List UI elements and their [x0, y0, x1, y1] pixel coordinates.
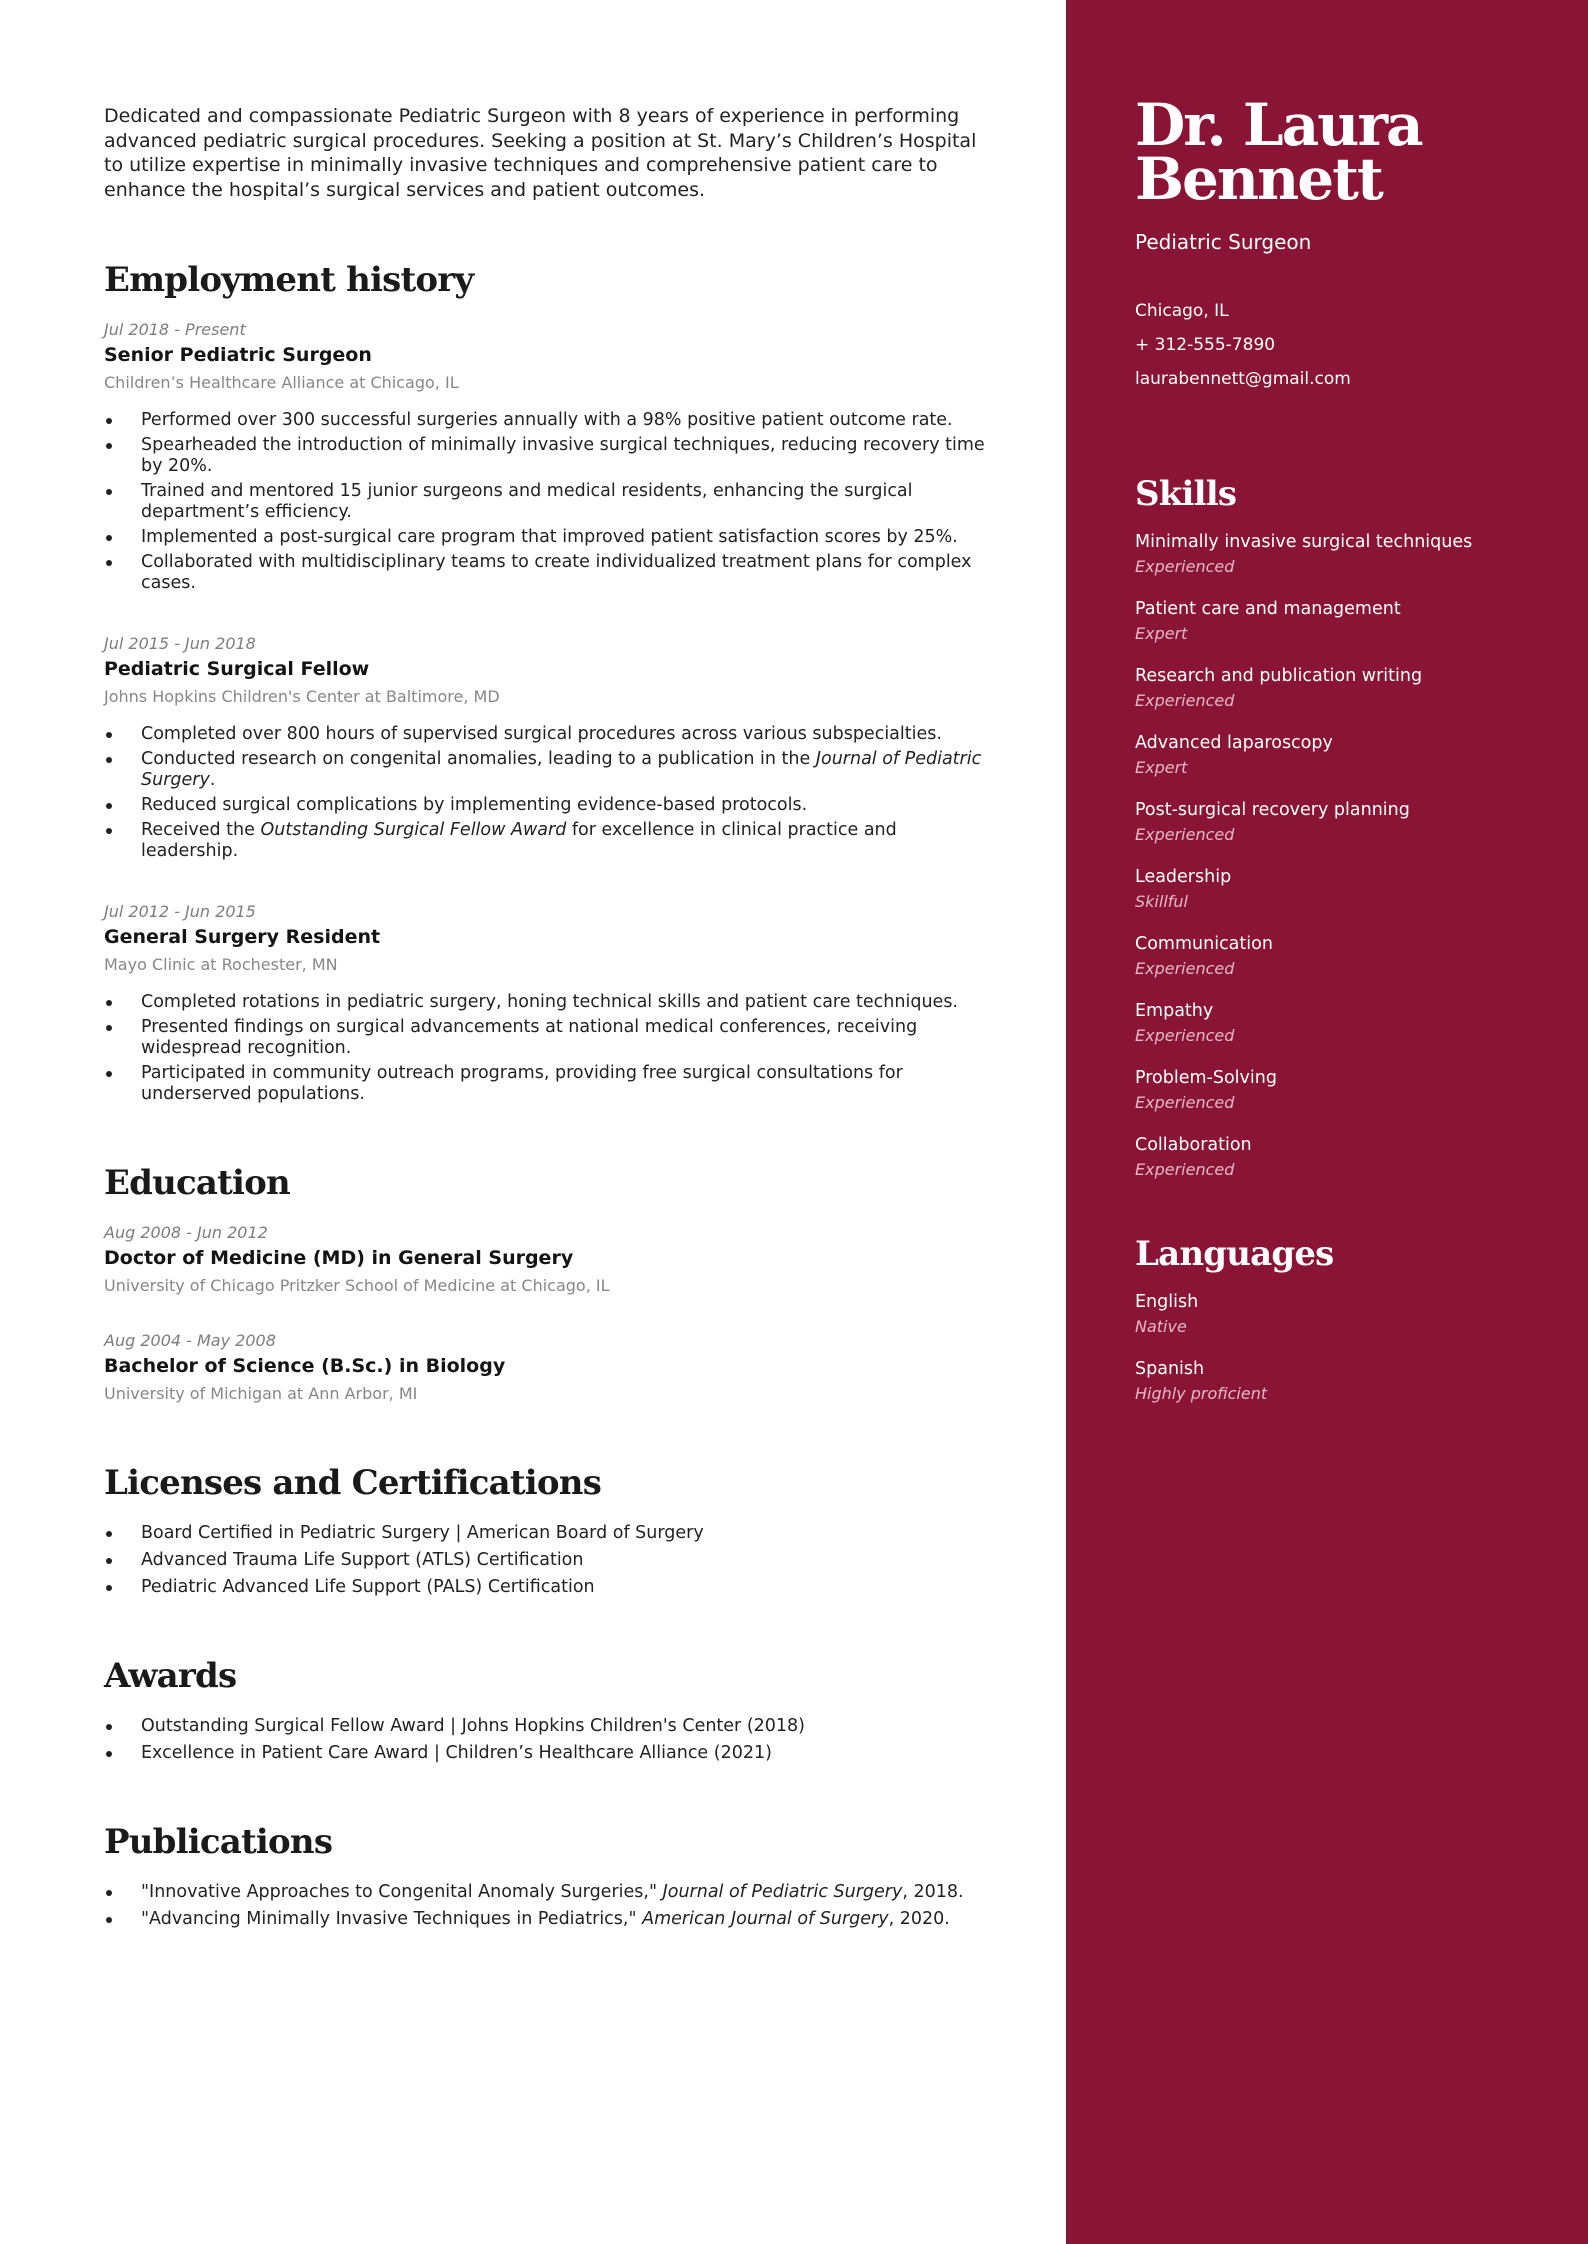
skill-item	[1135, 999, 1548, 1048]
licenses-heading: Licenses and Certifications	[104, 1463, 602, 1503]
language-item	[1135, 1290, 1548, 1339]
contact-info	[1135, 294, 1548, 396]
list-item: Completed rotations in pediatric surgery, honing technical skills and patient care techniques.	[104, 992, 996, 1013]
language-item	[1135, 1357, 1548, 1406]
skill-level: Experienced	[1135, 825, 1235, 844]
email-text: laurabennett@gmail.com	[1135, 369, 1351, 389]
skill-level: Experienced	[1135, 1160, 1235, 1179]
job-bullets	[104, 410, 996, 594]
skills-heading: Skills	[1135, 474, 1237, 514]
publications-list	[104, 1882, 996, 1930]
job-date: Jul 2015 - Jun 2018	[104, 634, 256, 653]
awards-list	[104, 1716, 996, 1764]
education-entry	[104, 1331, 996, 1405]
skill-item	[1135, 932, 1548, 981]
education-list	[104, 1223, 996, 1405]
skill-name: Empathy	[1135, 1001, 1214, 1021]
candidate-name	[1135, 91, 1548, 213]
job-title: General Surgery Resident	[104, 926, 381, 948]
list-item: Trained and mentored 15 junior surgeons and medical residents, enhancing the surgical department’s efficiency.	[104, 481, 996, 523]
skill-name: Collaboration	[1135, 1135, 1252, 1155]
skill-item	[1135, 865, 1548, 914]
skill-item	[1135, 530, 1548, 579]
skill-level: Expert	[1135, 624, 1188, 643]
education-date: Aug 2004 - May 2008	[104, 1331, 276, 1350]
awards-section	[104, 1656, 996, 1764]
employment-list	[104, 320, 996, 1105]
skill-name: Problem-Solving	[1135, 1068, 1277, 1088]
skill-name: Communication	[1135, 934, 1273, 954]
awards-heading: Awards	[104, 1656, 237, 1696]
school-name: University of Chicago Pritzker School of Medicine at Chicago, IL	[104, 1276, 610, 1295]
skill-item	[1135, 798, 1548, 847]
list-item: Reduced surgical complications by implementing evidence-based protocols.	[104, 795, 996, 816]
education-heading: Education	[104, 1163, 290, 1203]
name-line-1: Dr. Laura	[1135, 91, 1422, 159]
school-name: University of Michigan at Ann Arbor, MI	[104, 1384, 418, 1403]
language-name: English	[1135, 1292, 1199, 1312]
list-item: Advanced Trauma Life Support (ATLS) Certification	[104, 1550, 996, 1571]
job-title: Senior Pediatric Surgeon	[104, 344, 372, 366]
list-item: Implemented a post-surgical care program that improved patient satisfaction scores by 25%.	[104, 527, 996, 548]
job-entry	[104, 320, 996, 594]
list-item: Excellence in Patient Care Award | Children’s Healthcare Alliance (2021)	[104, 1743, 996, 1764]
italic-title: Outstanding Surgical Fellow Award	[260, 820, 567, 840]
language-name: Spanish	[1135, 1359, 1205, 1379]
skill-item	[1135, 664, 1548, 713]
languages-list	[1135, 1290, 1548, 1406]
skill-name: Leadership	[1135, 867, 1232, 887]
job-entry	[104, 634, 996, 862]
licenses-section	[104, 1463, 996, 1598]
language-level: Highly proficient	[1135, 1384, 1268, 1403]
education-entry	[104, 1223, 996, 1297]
skill-level: Experienced	[1135, 1093, 1235, 1112]
skill-name: Research and publication writing	[1135, 666, 1423, 686]
skill-item	[1135, 1066, 1548, 1115]
summary: Dedicated and compassionate Pediatric Surgeon with 8 years of experience in performing advanced pediatric surgical procedures. Seeking a position at St. Mary’s Children’s Hospital to utilize expertise in minimally invasive techniques and comprehensive patient care to enhance the hospital’s surgical services and patient outcomes.	[104, 105, 977, 201]
skill-level: Expert	[1135, 758, 1188, 777]
degree-title: Doctor of Medicine (MD) in General Surgery	[104, 1247, 574, 1269]
job-bullets	[104, 724, 996, 862]
list-item: Collaborated with multidisciplinary teams to create individualized treatment plans for complex cases.	[104, 552, 996, 594]
job-role: Pediatric Surgeon	[1135, 230, 1312, 254]
education-date: Aug 2008 - Jun 2012	[104, 1223, 268, 1242]
italic-title: Journal of Pediatric Surgery	[662, 1882, 903, 1902]
sidebar	[1066, 0, 1588, 2244]
skill-level: Experienced	[1135, 1026, 1235, 1045]
employment-heading: Employment history	[104, 260, 474, 300]
degree-title: Bachelor of Science (B.Sc.) in Biology	[104, 1355, 506, 1377]
list-item: Performed over 300 successful surgeries annually with a 98% positive patient outcome rate.	[104, 410, 996, 431]
education-section	[104, 1163, 996, 1405]
publications-heading: Publications	[104, 1822, 333, 1862]
skill-level: Experienced	[1135, 691, 1235, 710]
list-item: Conducted research on congenital anomalies, leading to a publication in the Journal of Pediatric Surgery.	[104, 749, 996, 791]
list-item: Spearheaded the introduction of minimally invasive surgical techniques, reducing recovery time by 20%.	[104, 435, 996, 477]
skill-name: Post-surgical recovery planning	[1135, 800, 1410, 820]
languages-heading: Languages	[1135, 1234, 1334, 1274]
location-text: Chicago, IL	[1135, 301, 1229, 321]
list-item: Completed over 800 hours of supervised surgical procedures across various subspecialties.	[104, 724, 996, 745]
job-title: Pediatric Surgical Fellow	[104, 658, 370, 680]
skill-level: Skillful	[1135, 892, 1188, 911]
list-item: Received the Outstanding Surgical Fellow Award for excellence in clinical practice and leadership.	[104, 820, 996, 862]
job-employer: Johns Hopkins Children's Center at Baltimore, MD	[104, 687, 500, 706]
job-employer: Children’s Healthcare Alliance at Chicago, IL	[104, 373, 459, 392]
list-item: "Advancing Minimally Invasive Techniques in Pediatrics," American Journal of Surgery, 2020.	[104, 1909, 996, 1930]
licenses-list	[104, 1523, 996, 1598]
job-bullets	[104, 992, 996, 1105]
list-item: Participated in community outreach programs, providing free surgical consultations for underserved populations.	[104, 1063, 996, 1105]
list-item: Board Certified in Pediatric Surgery | American Board of Surgery	[104, 1523, 996, 1544]
job-entry	[104, 902, 996, 1105]
skill-name: Minimally invasive surgical techniques	[1135, 532, 1473, 552]
job-date: Jul 2018 - Present	[104, 320, 246, 339]
job-date: Jul 2012 - Jun 2015	[104, 902, 256, 921]
skill-item	[1135, 1133, 1548, 1182]
skill-name: Patient care and management	[1135, 599, 1401, 619]
list-item: Pediatric Advanced Life Support (PALS) Certification	[104, 1577, 996, 1598]
skill-level: Experienced	[1135, 557, 1235, 576]
name-line-2: Bennett	[1135, 145, 1382, 213]
italic-title: American Journal of Surgery	[642, 1909, 889, 1929]
employment-section	[104, 260, 996, 1105]
phone-text: + 312-555-7890	[1135, 335, 1276, 355]
list-item: Presented findings on surgical advancements at national medical conferences, receiving widespread recognition.	[104, 1017, 996, 1059]
skill-item	[1135, 597, 1548, 646]
list-item: "Innovative Approaches to Congenital Anomaly Surgeries," Journal of Pediatric Surgery, 2018.	[104, 1882, 996, 1903]
skills-list	[1135, 530, 1548, 1182]
list-item: Outstanding Surgical Fellow Award | Johns Hopkins Children's Center (2018)	[104, 1716, 996, 1737]
job-employer: Mayo Clinic at Rochester, MN	[104, 955, 338, 974]
skill-name: Advanced laparoscopy	[1135, 733, 1333, 753]
skill-level: Experienced	[1135, 959, 1235, 978]
italic-title: Journal of Pediatric Surgery	[141, 749, 982, 790]
language-level: Native	[1135, 1317, 1187, 1336]
skill-item	[1135, 731, 1548, 780]
publications-section	[104, 1822, 996, 1930]
